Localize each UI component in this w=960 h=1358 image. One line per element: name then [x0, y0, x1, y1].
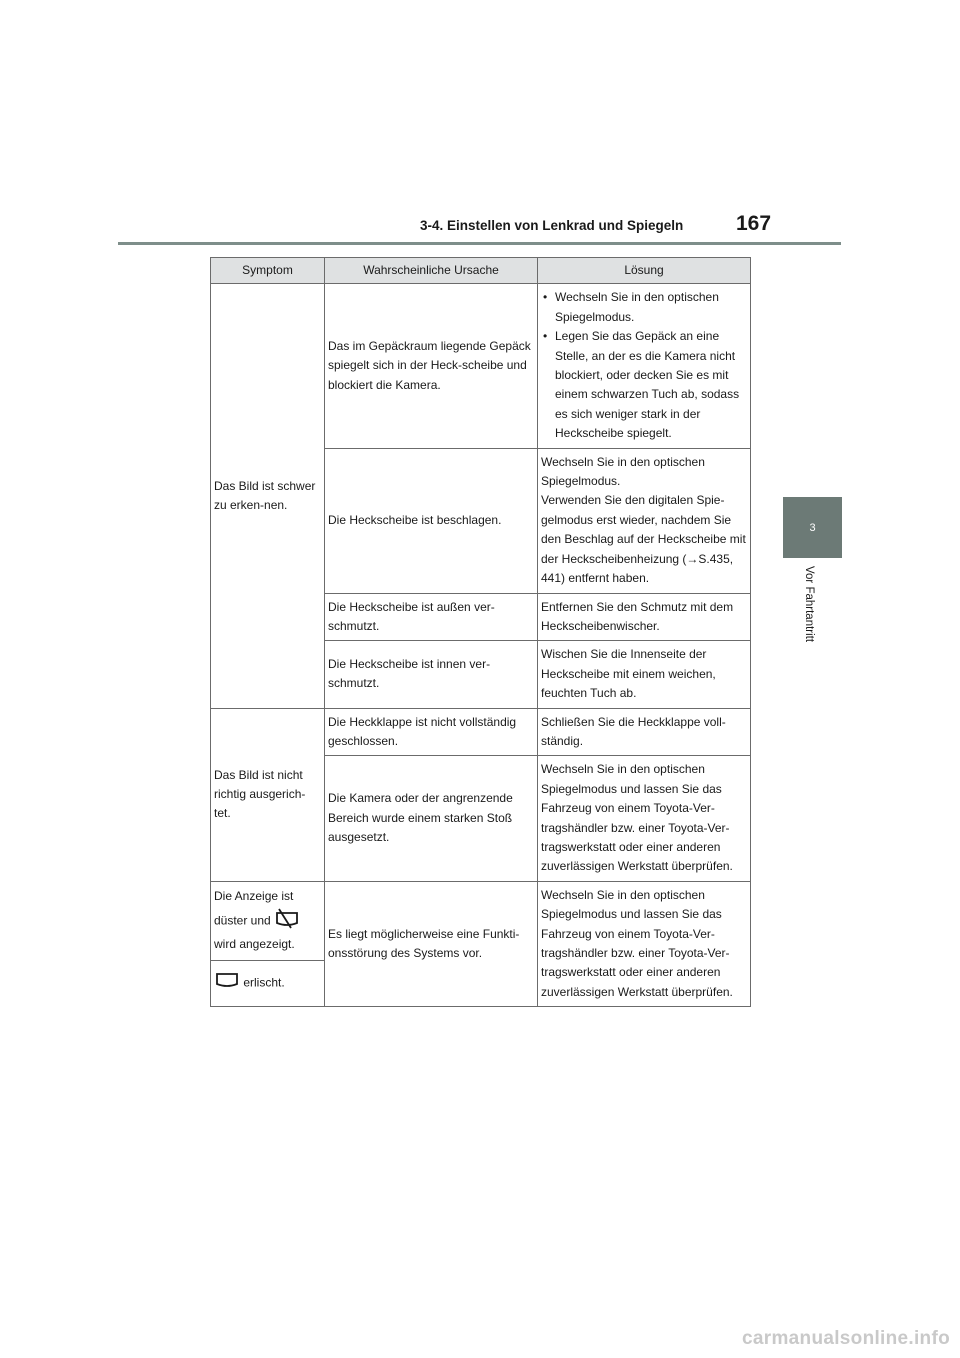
solution-cell: Wischen Sie die Innenseite der Heckscheibe mit einem weichen, feuchten Tuch ab.: [538, 641, 751, 708]
solution-cell: Entfernen Sie den Schmutz mit dem Heckscheibenwischer.: [538, 593, 751, 641]
list-item: • Legen Sie das Gepäck an eine Stelle, an der es die Kamera nicht blockiert, oder decken Sie es mit einem schwarzen Tuch ab, sodass es sich weniger stark in der Heckscheibe spiegelt.: [541, 327, 747, 443]
header-divider: [118, 242, 841, 245]
symptom-text: erlischt.: [243, 975, 285, 990]
digital-mirror-warning-icon: [274, 907, 300, 935]
column-header-solution: Lösung: [538, 258, 751, 284]
page-number: 167: [736, 212, 772, 235]
chapter-number: 3: [809, 521, 816, 534]
cause-cell: Es liegt möglicherweise eine Funkti-onsstörung des Systems vor.: [325, 881, 538, 1006]
table-row: [211, 881, 751, 960]
table-row: [211, 284, 751, 448]
symptom-cell: Das Bild ist nicht richtig ausgerich-tet.: [211, 708, 325, 881]
table-header-row: [211, 258, 751, 284]
symptom-cell: Das Bild ist schwer zu erken-nen.: [211, 284, 325, 708]
section-title: 3-4. Einstellen von Lenkrad und Spiegeln: [420, 218, 684, 233]
chapter-tab: [783, 497, 842, 558]
column-header-cause: Wahrscheinliche Ursache: [325, 258, 538, 284]
cause-cell: Die Heckscheibe ist außen ver-schmutzt.: [325, 593, 538, 641]
cause-cell: Die Heckklappe ist nicht vollständig geschlossen.: [325, 708, 538, 756]
solution-cell: [538, 448, 751, 593]
symptom-text: wird angezeigt.: [214, 937, 295, 952]
solution-cell: Wechseln Sie in den optischen Spiegelmodus und lassen Sie das Fahrzeug von einem Toyota-Ver-tragshändler bzw. einer Toyota-Ver-tragswerkstatt oder einer anderen zuverlässigen Werkstatt überprüfen.: [538, 881, 751, 1006]
cause-cell: Die Heckscheibe ist beschlagen.: [325, 448, 538, 593]
troubleshooting-table: [210, 257, 751, 1007]
symptom-cell: [211, 881, 325, 960]
symptom-text: Die Anzeige ist düster und: [214, 889, 294, 928]
table-row: [211, 708, 751, 756]
symptom-cell: [211, 960, 325, 1006]
column-header-symptom: Symptom: [211, 258, 325, 284]
solution-list: [541, 288, 747, 443]
list-item: • Wechseln Sie in den optischen Spiegelmodus.: [541, 288, 747, 327]
cause-cell: Die Heckscheibe ist innen ver-schmutzt.: [325, 641, 538, 708]
digital-mirror-icon: [214, 971, 240, 995]
cause-cell: Die Kamera oder der angrenzende Bereich wurde einem starken Stoß ausgesetzt.: [325, 756, 538, 881]
chapter-title: Vor Fahrtantritt: [803, 566, 815, 643]
watermark: carmanualsonline.info: [742, 1328, 950, 1349]
solution-line: Wechseln Sie in den optischen Spiegelmodus.: [541, 454, 705, 489]
solution-line: Verwenden Sie den digitalen Spie-gelmodus erst wieder, nachdem Sie den Beschlag auf der Heckscheibe mit der Heckscheibenheizung (→S.435, 441) entfernt haben.: [541, 493, 746, 586]
cause-cell: Das im Gepäckraum liegende Gepäck spiegelt sich in der Heck-scheibe und blockiert die Kamera.: [325, 284, 538, 448]
solution-cell: Schließen Sie die Heckklappe voll-ständig.: [538, 708, 751, 756]
solution-cell: Wechseln Sie in den optischen Spiegelmodus und lassen Sie das Fahrzeug von einem Toyota-Ver-tragshändler bzw. einer Toyota-Ver-tragswerkstatt oder einer anderen zuverlässigen Werkstatt überprüfen.: [538, 756, 751, 881]
solution-cell: [538, 284, 751, 448]
